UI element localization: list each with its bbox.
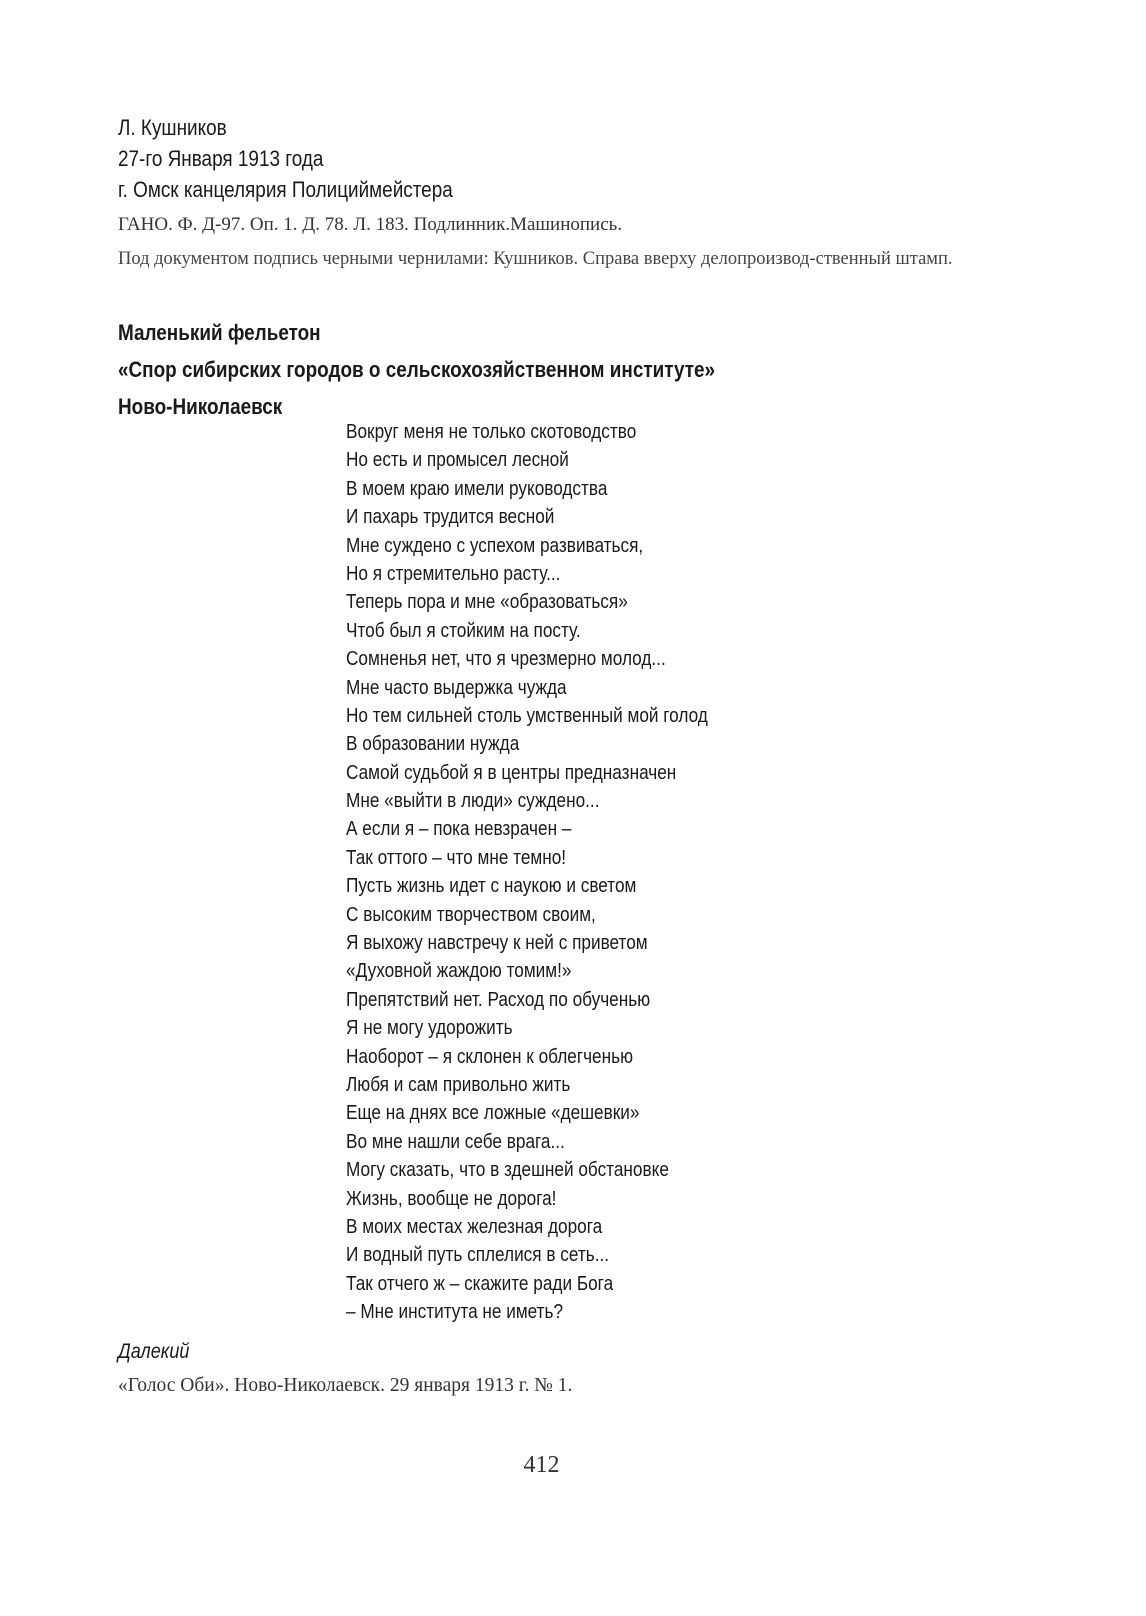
- page-number: 412: [523, 1452, 560, 1478]
- source-citation: «Голос Оби». Ново-Николаевск. 29 января 1913 г. № 1.: [118, 1375, 573, 1396]
- poem-line: Могу сказать, что в здешней обстановке: [346, 1159, 669, 1182]
- document-place: г. Омск канцелярия Полициймейстера: [118, 177, 453, 202]
- archive-note: Под документом подпись черными чернилами: Кушников. Справа вверху делопроизвод-ственный штамп.: [118, 249, 953, 269]
- article-heading: Маленький фельетон: [118, 320, 321, 345]
- poem: [346, 418, 767, 1327]
- article-heading-block: [118, 314, 812, 425]
- poem-line: Жизнь, вообще не дорога!: [346, 1187, 557, 1210]
- poem-line: Пусть жизнь идет с наукою и светом: [346, 875, 637, 898]
- poem-line: Так оттого – что мне темно!: [346, 846, 567, 869]
- article-title: «Спор сибирских городов о сельскохозяйственном институте»: [118, 357, 716, 382]
- poem-line: Теперь пора и мне «образоваться»: [346, 591, 628, 614]
- poem-line: Сомненья нет, что я чрезмерно молод...: [346, 648, 666, 671]
- poem-line: Вокруг меня не только скотоводство: [346, 421, 637, 443]
- poem-line: С высоким творчеством своим,: [346, 903, 596, 926]
- author-name: Л. Кушников: [118, 115, 227, 140]
- poem-line: Самой судьбой я в центры предназначен: [346, 761, 677, 784]
- poem-line: Но есть и промысел лесной: [346, 449, 569, 472]
- poem-line: Я выхожу навстречу к ней с приветом: [346, 932, 648, 955]
- poem-line: Но тем сильней столь умственный мой голод: [346, 704, 708, 727]
- poem-line: Препятствий нет. Расход по обученью: [346, 988, 651, 1011]
- poem-line: А если я – пока невзрачен –: [346, 818, 572, 841]
- poem-line: Так отчего ж – скажите ради Бога: [346, 1272, 614, 1295]
- poem-line: И пахарь трудится весной: [346, 506, 555, 529]
- poem-line: Любя и сам привольно жить: [346, 1073, 571, 1096]
- document-header: [118, 112, 507, 205]
- signature: Далекий: [118, 1340, 190, 1363]
- poem-line: – Мне института не иметь?: [346, 1301, 564, 1324]
- poem-line: Еще на днях все ложные «дешевки»: [346, 1102, 640, 1125]
- poem-line: Я не могу удорожить: [346, 1017, 513, 1040]
- poem-line: В моем краю имели руководства: [346, 477, 608, 500]
- poem-line: Но я стремительно расту...: [346, 562, 561, 585]
- poem-line: Мне «выйти в люди» суждено...: [346, 790, 600, 813]
- document-date: 27-го Января 1913 года: [118, 146, 324, 171]
- poem-line: В моих местах железная дорога: [346, 1215, 603, 1238]
- poem-line: Мне часто выдержка чужда: [346, 676, 567, 699]
- poem-line: Мне суждено с успехом развиваться,: [346, 534, 644, 557]
- poem-line: И водный путь сплелися в сеть...: [346, 1244, 610, 1267]
- poem-line: «Духовной жаждою томим!»: [346, 960, 572, 983]
- poem-line: Наоборот – я склонен к облегченью: [346, 1045, 633, 1068]
- poem-line: В образовании нужда: [346, 733, 520, 756]
- archive-reference: ГАНО. Ф. Д-97. Оп. 1. Д. 78. Л. 183. Подлинник.Машинопись.: [118, 214, 623, 235]
- poem-line: Во мне нашли себе врага...: [346, 1130, 565, 1153]
- article-place: Ново-Николаевск: [118, 394, 283, 419]
- poem-line: Чтоб был я стойким на посту.: [346, 619, 581, 642]
